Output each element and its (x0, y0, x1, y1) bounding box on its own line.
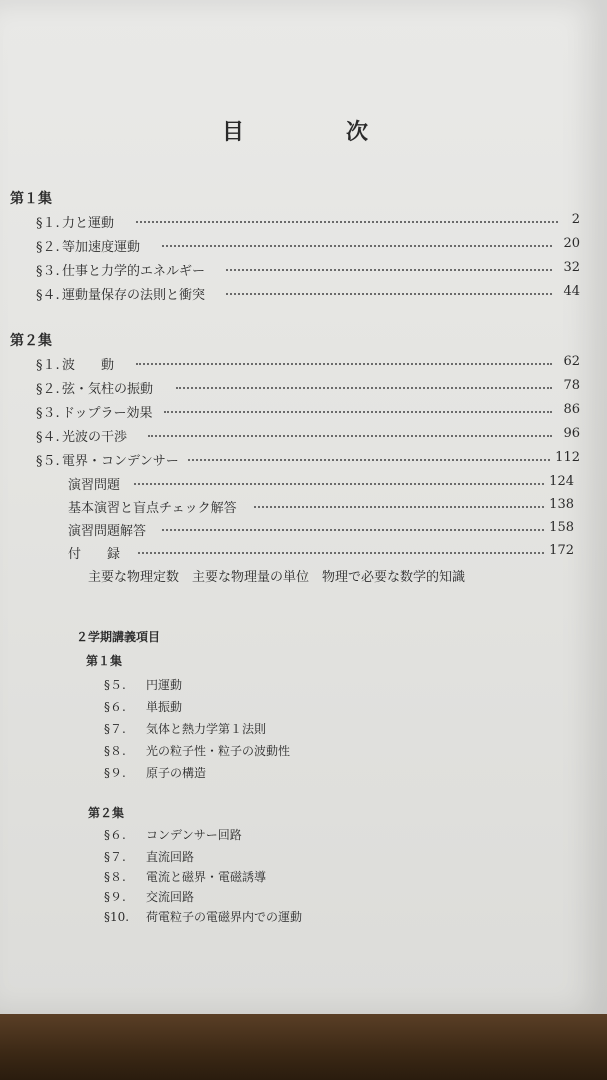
dot-leader (162, 245, 552, 247)
toc-page: 112 (555, 450, 580, 465)
toc-page: 20 (563, 236, 580, 251)
lecture-item (104, 698, 182, 715)
toc-label: 付 録 (68, 547, 121, 562)
lecture-item (104, 764, 206, 781)
lecture-label: 交流回路 (146, 890, 195, 904)
lecture-label: 原子の構造 (146, 766, 207, 780)
lecture-number: §８. (104, 870, 126, 884)
lecture-item (104, 676, 182, 693)
toc-label: 光波の干渉 (62, 430, 128, 445)
toc-label: 波 動 (62, 358, 115, 373)
dot-leader (226, 293, 552, 295)
lecture-item (104, 908, 302, 925)
toc-number: §１. (36, 216, 60, 231)
toc-label: 電界・コンデンサー (62, 454, 179, 469)
lecture-number: §６. (104, 700, 126, 714)
toc-label: 基本演習と盲点チェック解答 (68, 501, 237, 516)
toc-row-extra[interactable] (68, 474, 574, 492)
lecture-label: 円運動 (146, 678, 183, 692)
toc-row-extra[interactable] (68, 497, 574, 515)
toc-row[interactable] (36, 284, 580, 302)
toc-label: ドップラー効果 (62, 406, 153, 421)
term2-set2-heading: 第２集 (88, 806, 125, 820)
toc-row[interactable] (36, 354, 580, 372)
lecture-label: 荷電粒子の電磁界内での運動 (146, 910, 303, 924)
lecture-label: 単振動 (146, 700, 183, 714)
toc-row-extra[interactable] (68, 520, 574, 538)
title-char-2: 次 (346, 119, 370, 145)
lecture-label: 光の粒子性・粒子の波動性 (146, 744, 291, 758)
dot-leader (164, 411, 552, 413)
toc-label: 等加速度運動 (62, 240, 141, 255)
lecture-label: 電流と磁界・電磁誘導 (146, 870, 267, 884)
toc-number: §３. (36, 264, 60, 279)
lecture-item (104, 720, 266, 737)
toc-page: 44 (563, 284, 580, 299)
toc-label: 運動量保存の法則と衝突 (62, 288, 206, 303)
part2-heading: 第２集 (10, 333, 52, 349)
dot-leader (188, 459, 550, 461)
lecture-number: §７. (104, 850, 126, 864)
dot-leader (138, 552, 544, 554)
toc-number: §５. (36, 454, 60, 469)
dot-leader (148, 435, 552, 437)
page-title (0, 115, 607, 145)
lecture-number: §７. (104, 722, 126, 736)
toc-row[interactable] (36, 236, 580, 254)
lecture-number: §６. (104, 828, 126, 842)
toc-page: 78 (563, 378, 580, 393)
toc-label: 演習問題 (68, 478, 121, 493)
lecture-number: §９. (104, 766, 126, 780)
appendix-note: 主要な物理定数 主要な物理量の単位 物理で必要な数学的知識 (88, 570, 466, 585)
table-surface (0, 1014, 607, 1080)
dot-leader (226, 269, 552, 271)
toc-page: 172 (549, 543, 574, 558)
toc-number: §４. (36, 288, 60, 303)
toc-row[interactable] (36, 212, 580, 230)
toc-number: §３. (36, 406, 60, 421)
lecture-item (104, 868, 266, 885)
toc-page: 138 (549, 497, 574, 512)
part1-heading: 第１集 (10, 191, 52, 207)
toc-row[interactable] (36, 450, 580, 468)
lecture-item (104, 888, 194, 905)
lecture-label: コンデンサー回路 (146, 828, 242, 842)
term2-set1-heading: 第１集 (86, 654, 123, 668)
toc-label: 力と運動 (62, 216, 115, 231)
lecture-item (104, 742, 290, 759)
dot-leader (162, 529, 544, 531)
dot-leader (136, 221, 558, 223)
term2-heading: ２学期講義項目 (76, 630, 161, 644)
toc-label: 仕事と力学的エネルギー (62, 264, 206, 279)
toc-label: 弦・気柱の振動 (62, 382, 154, 397)
lecture-label: 直流回路 (146, 850, 195, 864)
toc-page: 32 (563, 260, 580, 275)
toc-number: §４. (36, 430, 60, 445)
title-char-1: 目 (222, 119, 246, 145)
lecture-item (104, 826, 242, 843)
toc-page: 158 (549, 520, 574, 535)
toc-label: 演習問題解答 (68, 524, 147, 539)
toc-page: 124 (549, 474, 574, 489)
lecture-number: §８. (104, 744, 126, 758)
lecture-number: §５. (104, 678, 126, 692)
dot-leader (134, 483, 544, 485)
toc-page: 96 (563, 426, 580, 441)
lecture-item (104, 848, 194, 865)
toc-row[interactable] (36, 378, 580, 396)
toc-number: §２. (36, 382, 60, 397)
lecture-number: §10. (104, 910, 130, 924)
dot-leader (254, 506, 544, 508)
toc-row[interactable] (36, 402, 580, 420)
dot-leader (176, 387, 552, 389)
toc-number: §１. (36, 358, 60, 373)
toc-page: 2 (571, 212, 580, 227)
toc-page: 62 (563, 354, 580, 369)
toc-row-extra[interactable] (68, 543, 574, 561)
dot-leader (136, 363, 552, 365)
toc-page: 86 (563, 402, 580, 417)
toc-number: §２. (36, 240, 60, 255)
toc-row[interactable] (36, 260, 580, 278)
lecture-label: 気体と熱力学第１法則 (146, 722, 267, 736)
toc-row[interactable] (36, 426, 580, 444)
lecture-number: §９. (104, 890, 126, 904)
